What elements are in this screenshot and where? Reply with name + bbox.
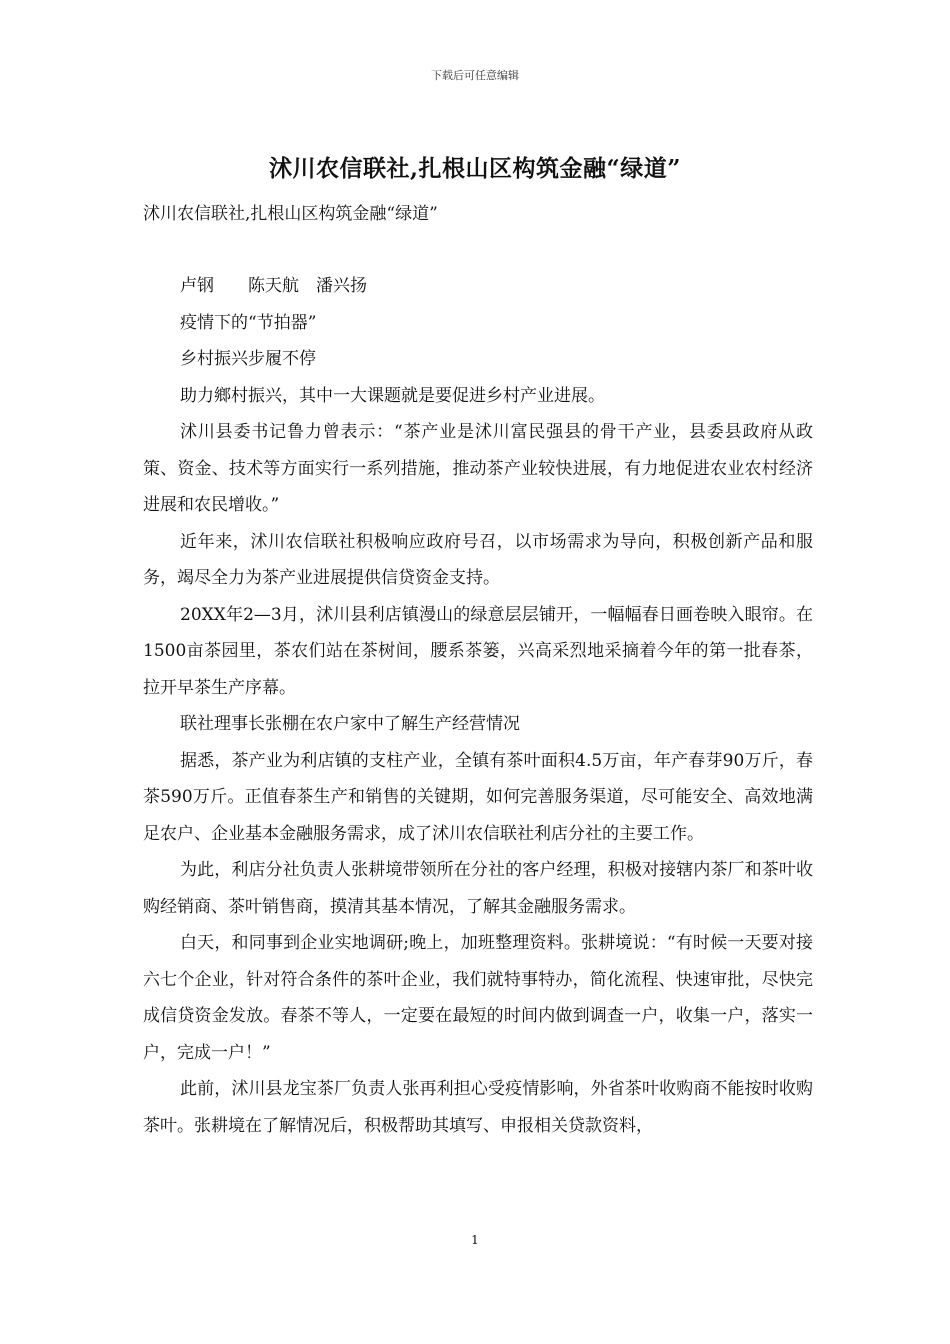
section-heading: 疫情下的“节拍器” xyxy=(180,312,317,333)
document-subtitle: 沭川农信联社,扎根山区构筑金融“绿道” xyxy=(143,204,438,224)
document-body xyxy=(143,268,813,1144)
byline: 卢钢 陈天航 潘兴扬 xyxy=(180,276,367,296)
document-title: 沭川农信联社,扎根山区构筑金融“绿道” xyxy=(269,155,681,182)
header-note: 下载后可任意编辑 xyxy=(431,69,519,82)
photo-caption: 联社理事长张棚在农户家中了解生产经营情况 xyxy=(180,714,520,734)
paragraph: 助力鄉村振兴，其中一大课题就是要促进乡村产业进展。 xyxy=(180,385,605,406)
paragraph: 沭川县委书记鲁力曾表示：“茶产业是沭川富民强县的骨干产业，县委县政府从政策、资金、技术等方面实行一系列措施，推动茶产业较快进展，有力地促进农业农村经济进展和农民增收。” xyxy=(143,422,813,515)
paragraph: 白天，和同事到企业实地调研;晚上，加班整理资料。张耕境说：“有时候一天要对接六七个企业，针对符合条件的茶叶企业，我们就特事特办，简化流程、快速审批，尽快完成信贷资金发放。春茶不等人，一定要在最短的时间内做到调查一户，收集一户，落实一户，完成一户！” xyxy=(143,933,813,1063)
section-heading: 乡村振兴步履不停 xyxy=(180,349,316,369)
paragraph: 为此，利店分社负责人张耕境带领所在分社的客户经理，积极对接辖内茶厂和茶叶收购经销商、茶叶销售商，摸清其基本情况，了解其金融服务需求。 xyxy=(143,860,813,917)
paragraph: 20XX年2—3月，沭川县利店镇漫山的绿意层层铺开，一幅幅春日画卷映入眼帘。在1500亩茶园里，茶农们站在茶树间，腰系茶篓，兴高采烈地采摘着今年的第一批春茶，拉开早茶生产序幕。 xyxy=(143,604,813,698)
paragraph: 此前，沭川县龙宝茶厂负责人张再利担心受疫情影响，外省茶叶收购商不能按时收购茶叶。张耕境在了解情况后，积极帮助其填写、申报相关贷款资料， xyxy=(143,1079,813,1136)
paragraph: 近年来，沭川农信联社积极响应政府号召，以市场需求为导向，积极创新产品和服务，竭尽全力为茶产业进展提供信贷资金支持。 xyxy=(143,531,813,588)
paragraph: 据悉，茶产业为利店镇的支柱产业，全镇有茶叶面积4.5万亩，年产春芽90万斤，春茶590万斤。正值春茶生产和销售的关键期，如何完善服务渠道，尽可能安全、高效地满足农户、企业基本金融服务需求，成了沭川农信联社利店分社的主要工作。 xyxy=(143,750,813,844)
page-number: 1 xyxy=(471,1233,479,1247)
